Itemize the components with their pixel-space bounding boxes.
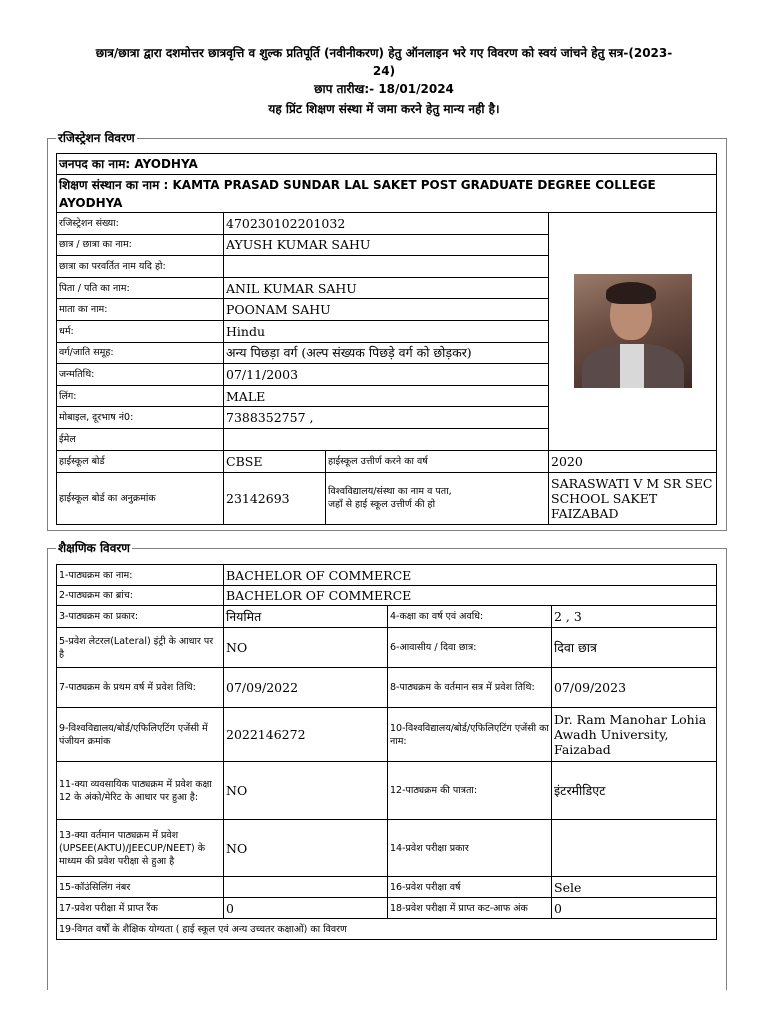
reg-label: पिता / पति का नाम: bbox=[57, 277, 224, 299]
course-type-value: नियमित bbox=[224, 606, 388, 628]
reg-label: वर्ग/जाति समूह: bbox=[57, 342, 224, 364]
hs-board-label: हाईस्कूल बोर्ड bbox=[57, 450, 224, 472]
current-session-date-value: 07/09/2023 bbox=[552, 668, 717, 708]
reg-value bbox=[224, 256, 549, 278]
course-type-label: 3-पाठ्यक्रम का प्रकार: bbox=[57, 606, 224, 628]
academic-legend: शैक्षणिक विवरण bbox=[58, 541, 130, 555]
print-date: छाप तारीख:- 18/01/2024 bbox=[314, 82, 454, 96]
reg-label: जन्मतिथि: bbox=[57, 364, 224, 386]
title-line-2: 24) bbox=[372, 64, 396, 78]
current-session-date-label: 8-पाठ्यक्रम के वर्तमान सत्र में प्रवेश तिथि: bbox=[388, 668, 552, 708]
reg-value: MALE bbox=[224, 385, 549, 407]
eligibility-label: 12-पाठ्यक्रम की पात्रता: bbox=[388, 762, 552, 820]
branch-label: 2-पाठ्यक्रम का ब्रांच: bbox=[57, 586, 224, 606]
hs-school-label bbox=[326, 472, 549, 524]
hs-roll-value: 23142693 bbox=[224, 472, 326, 524]
print-note: यह प्रिंट शिक्षण संस्था में जमा करने हेतु मान्य नही है। bbox=[268, 102, 500, 116]
reg-label: धर्म: bbox=[57, 320, 224, 342]
reg-value: 7388352757 , bbox=[224, 407, 549, 429]
lateral-entry-label: 5-प्रवेश लेटरल(Lateral) इंट्री के आधार पर है bbox=[57, 628, 224, 668]
course-name-value: BACHELOR OF COMMERCE bbox=[224, 565, 717, 586]
title-line-1: छात्र/छात्रा द्वारा दशमोत्तर छात्रवृत्ति व शुल्क प्रतिपूर्ति (नवीनीकरण) हेतु ऑनलाइन भरे गए विवरण को स्वयं जांचने हेतु सत्र-(2023- bbox=[95, 46, 673, 60]
academic-table bbox=[56, 564, 717, 940]
hs-school-label-2: जहाँ से हाई स्कूल उत्तीर्ण की हो bbox=[328, 499, 436, 511]
registration-table bbox=[56, 153, 717, 525]
student-photo bbox=[549, 213, 717, 451]
university-reg-value: 2022146272 bbox=[224, 708, 388, 762]
eligibility-value: इंटरमीडिएट bbox=[552, 762, 717, 820]
reg-value bbox=[224, 428, 549, 450]
class-year-value: 2 , 3 bbox=[552, 606, 717, 628]
reg-label: छात्रा का परवर्तित नाम यदि हो: bbox=[57, 256, 224, 278]
reg-label: छात्र / छात्रा का नाम: bbox=[57, 234, 224, 256]
class-year-label: 4-कक्षा का वर्ष एवं अवधि: bbox=[388, 606, 552, 628]
entrance-exam-label: 13-क्या वर्तमान पाठ्यक्रम में प्रवेश (UPSEE(AKTU)/JEECUP/NEET) के माध्यम की प्रवेश परीक्षा से हुआ है bbox=[57, 820, 224, 877]
merit-admission-value: NO bbox=[224, 762, 388, 820]
rank-label: 17-प्रवेश परीक्षा में प्राप्त रैंक bbox=[57, 898, 224, 919]
exam-type-label: 14-प्रवेश परीक्षा प्रकार bbox=[388, 820, 552, 877]
district-name: जनपद का नाम: AYODHYA bbox=[57, 154, 717, 175]
hs-school-label-1: विश्वविद्यालय/संस्था का नाम व पता, bbox=[328, 486, 452, 498]
cutoff-value: 0 bbox=[552, 898, 717, 919]
registration-legend: रजिस्ट्रेशन विवरण bbox=[58, 131, 135, 145]
student-photo-image bbox=[574, 274, 692, 388]
branch-value: BACHELOR OF COMMERCE bbox=[224, 586, 717, 606]
reg-label: लिंग: bbox=[57, 385, 224, 407]
merit-admission-label: 11-क्या व्यवसायिक पाठ्यक्रम में प्रवेश कक्षा 12 के अंको/मेरिट के आधार पर हुआ है: bbox=[57, 762, 224, 820]
first-year-date-value: 07/09/2022 bbox=[224, 668, 388, 708]
university-reg-label: 9-विश्वविद्यालय/बोर्ड/एफिलिएटिंग एजेंसी में पंजीयन क्रमांक bbox=[57, 708, 224, 762]
reg-label: ईमेल bbox=[57, 428, 224, 450]
lateral-entry-value: NO bbox=[224, 628, 388, 668]
university-name-value: Dr. Ram Manohar Lohia Awadh University, Faizabad bbox=[552, 708, 717, 762]
page-header bbox=[30, 44, 738, 118]
hs-year-label: हाईस्कूल उत्तीर्ण करने का वर्ष bbox=[326, 450, 549, 472]
hs-school-value: SARASWATI V M SR SEC SCHOOL SAKET FAIZABAD bbox=[549, 472, 717, 524]
exam-year-value: Sele bbox=[552, 877, 717, 898]
reg-value: POONAM SAHU bbox=[224, 299, 549, 321]
exam-type-value bbox=[552, 820, 717, 877]
first-year-date-label: 7-पाठ्यक्रम के प्रथम वर्ष में प्रवेश तिथि: bbox=[57, 668, 224, 708]
institution-name: शिक्षण संस्थान का नाम : KAMTA PRASAD SUNDAR LAL SAKET POST GRADUATE DEGREE COLLEGE AYODHYA bbox=[57, 175, 717, 213]
hs-roll-label: हाईस्कूल बोर्ड का अनुक्रमांक bbox=[57, 472, 224, 524]
residential-label: 6-आवासीय / दिवा छात्र: bbox=[388, 628, 552, 668]
reg-value: AYUSH KUMAR SAHU bbox=[224, 234, 549, 256]
exam-year-label: 16-प्रवेश परीक्षा वर्ष bbox=[388, 877, 552, 898]
reg-value: 07/11/2003 bbox=[224, 364, 549, 386]
rank-value: 0 bbox=[224, 898, 388, 919]
cutoff-label: 18-प्रवेश परीक्षा में प्राप्त कट-आफ अंक bbox=[388, 898, 552, 919]
reg-value: 470230102201032 bbox=[224, 213, 549, 235]
previous-qualification-heading: 19-विगत वर्षों के शैक्षिक योग्यता ( हाई स्कूल एवं अन्य उच्चतर कक्षाओं) का विवरण bbox=[57, 919, 717, 940]
hs-year-value: 2020 bbox=[549, 450, 717, 472]
reg-value: ANIL KUMAR SAHU bbox=[224, 277, 549, 299]
reg-label: माता का नाम: bbox=[57, 299, 224, 321]
reg-value: Hindu bbox=[224, 320, 549, 342]
reg-label: रजिस्ट्रेशन संख्या: bbox=[57, 213, 224, 235]
hs-board-value: CBSE bbox=[224, 450, 326, 472]
university-name-label: 10-विश्वविद्यालय/बोर्ड/एफिलिएटिंग एजेंसी का नाम: bbox=[388, 708, 552, 762]
course-name-label: 1-पाठ्यक्रम का नाम: bbox=[57, 565, 224, 586]
counselling-label: 15-कॉउंसिलिंग नंबर bbox=[57, 877, 224, 898]
residential-value: दिवा छात्र bbox=[552, 628, 717, 668]
reg-value: अन्य पिछड़ा वर्ग (अल्प संख्यक पिछड़े वर्ग को छोड़कर) bbox=[224, 342, 549, 364]
reg-label: मोबाइल, दूरभाष नं0: bbox=[57, 407, 224, 429]
counselling-value bbox=[224, 877, 388, 898]
entrance-exam-value: NO bbox=[224, 820, 388, 877]
